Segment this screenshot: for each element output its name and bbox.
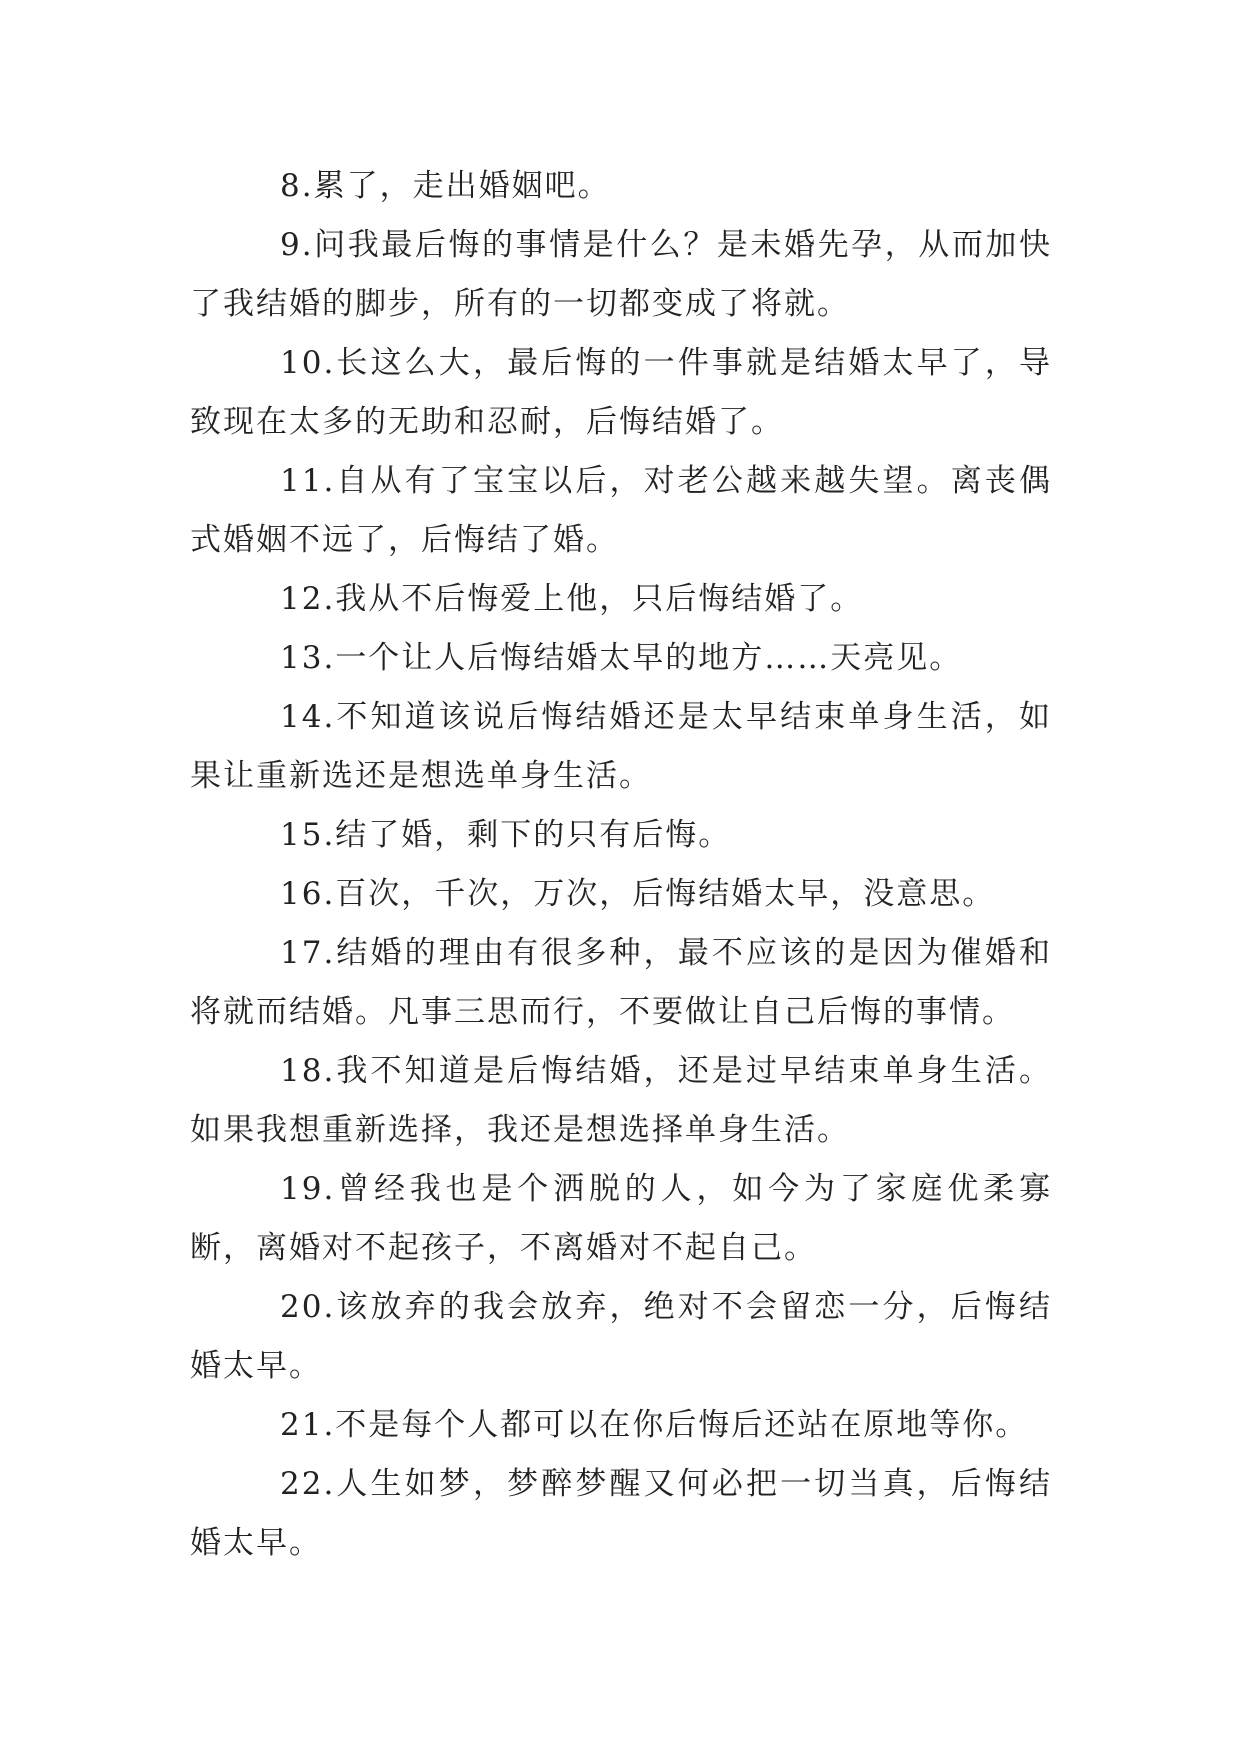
paragraph-19: 19.曾经我也是个洒脱的人，如今为了家庭优柔寡断，离婚对不起孩子，不离婚对不起自己。 — [190, 1171, 1052, 1266]
paragraph-12: 12.我从不后悔爱上他，只后悔结婚了。 — [280, 581, 864, 617]
paragraph-16: 16.百次，千次，万次，后悔结婚太早，没意思。 — [280, 876, 996, 912]
paragraph-14: 14.不知道该说后悔结婚还是太早结束单身生活，如果让重新选还是想选单身生活。 — [190, 699, 1052, 794]
paragraph-8: 8.累了，走出婚姻吧。 — [280, 168, 611, 204]
paragraph-11: 11.自从有了宝宝以后，对老公越来越失望。离丧偶式婚姻不远了，后悔结了婚。 — [190, 463, 1052, 558]
paragraph-10: 10.长这么大，最后悔的一件事就是结婚太早了，导致现在太多的无助和忍耐，后悔结婚了。 — [190, 345, 1052, 440]
paragraph-17: 17.结婚的理由有很多种，最不应该的是因为催婚和将就而结婚。凡事三思而行，不要做让自己后悔的事情。 — [190, 935, 1052, 1030]
paragraph-21: 21.不是每个人都可以在你后悔后还站在原地等你。 — [280, 1407, 1029, 1443]
paragraph-15: 15.结了婚，剩下的只有后悔。 — [280, 817, 732, 853]
paragraph-22: 22.人生如梦，梦醉梦醒又何必把一切当真，后悔结婚太早。 — [190, 1466, 1052, 1561]
paragraph-20: 20.该放弃的我会放弃，绝对不会留恋一分，后悔结婚太早。 — [190, 1289, 1052, 1384]
paragraph-9: 9.问我最后悔的事情是什么？是未婚先孕，从而加快了我结婚的脚步，所有的一切都变成了将就。 — [190, 227, 1052, 322]
paragraph-18: 18.我不知道是后悔结婚，还是过早结束单身生活。如果我想重新选择，我还是想选择单身生活。 — [190, 1053, 1052, 1148]
paragraph-13: 13.一个让人后悔结婚太早的地方……天亮见。 — [280, 640, 963, 676]
document-body — [190, 157, 1052, 1573]
